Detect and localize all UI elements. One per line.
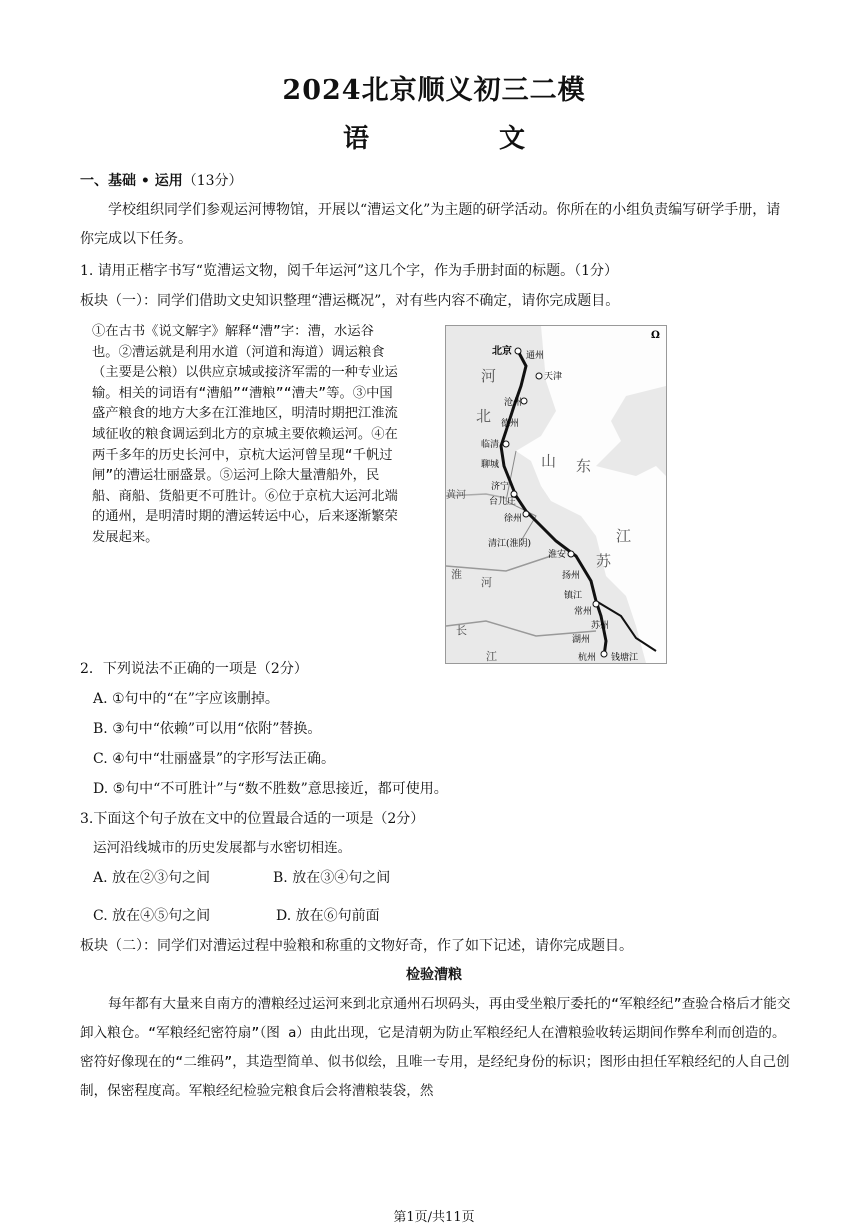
map-city-liaocheng: 聊城: [481, 460, 500, 470]
map-region-jiang: 江: [616, 527, 632, 545]
map-city-changzhou: 常州: [574, 607, 593, 617]
map-city-dezhou: 德州: [501, 419, 520, 429]
map-city-zhenjiang: 镇江: [564, 591, 583, 601]
map-city-cangzhou: 沧州: [504, 398, 523, 408]
map-city-xuzhou: 徐州: [504, 514, 523, 524]
q3-option-a: A. 放在②③句之间: [93, 870, 211, 886]
intro-paragraph: 学校组织同学们参观运河博物馆，开展以“漕运文化”为主题的研学活动。你所在的小组负责编写研学手册，请你完成以下任务。: [80, 202, 781, 247]
map-city-jining: 济宁: [491, 482, 510, 492]
q2-option-a: A. ①句中的“在”字应该删掉。: [93, 691, 279, 707]
article-body: 每年都有大量来自南方的漕粮经过运河来到北京通州石坝码头，再由受坐粮厅委托的“军粮经纪”查验合格后才能交卸入粮仓。“军粮经纪密符扇”（图 a）由此出现，它是清朝为防止军粮经纪人在漕粮验收转运期间作弊牟利而创造的。密符好像现在的“二维码”，其造型简单、似书似绘，且唯一专用，是经纪身份的标识；图形由担任军粮经纪的人自己创制，保密程度高。军粮经纪检验完粮食后会将漕粮装袋，然: [80, 996, 791, 1099]
map-city-linqing: 临清: [481, 440, 500, 450]
map-city-beijing: 北京: [492, 346, 512, 357]
q3-sentence: 运河沿线城市的历史发展都与水密切相连。: [93, 840, 352, 856]
section-points: （13分）: [182, 173, 243, 189]
map-label-jiang: 江: [486, 650, 497, 663]
article-title: 检验漕粮: [406, 967, 462, 983]
block-2-heading: 板块（二）：同学们对漕运过程中验粮和称重的文物好奇，作了如下记述，请你完成题目。: [80, 938, 633, 954]
map-city-huzhou: 湖州: [572, 635, 591, 645]
map-city-taierzhuang: 台儿庄: [489, 497, 517, 507]
map-region-shan: 山: [541, 452, 557, 470]
map-qiantang-river: 钱塘江: [611, 653, 639, 663]
map-label-he: 河: [481, 576, 492, 589]
page-footer: 第1页/共11页: [393, 1210, 475, 1225]
q3-option-c: C. 放在④⑤句之间: [93, 908, 211, 924]
map-region-bei: 北: [476, 407, 492, 425]
map-city-huaian: 淮安: [548, 550, 567, 560]
q2-option-c: C. ④句中“壮丽盛景”的字形写法正确。: [93, 751, 335, 767]
map-label-chang: 长: [456, 624, 467, 637]
section-heading-label: 一、基础 • 运用: [80, 173, 183, 189]
map-city-suzhou: 苏州: [591, 621, 610, 631]
question-2-stem: 2．下列说法不正确的一项是（2分）: [80, 661, 308, 677]
map-region-he: 河: [481, 367, 497, 385]
map-city-tianjin: 天津: [544, 372, 563, 382]
q2-option-d: D. ⑤句中“不可胜计”与“数不胜数”意思接近，都可使用。: [93, 781, 448, 797]
page-title: 2024北京顺义初三二模: [282, 75, 586, 106]
grand-canal-map: [445, 325, 667, 664]
map-city-yangzhou: 扬州: [562, 571, 581, 581]
q3-option-b: B. 放在③④句之间: [273, 870, 391, 886]
question-1: 1. 请用正楷字书写“览漕运文物，阅千年运河”这几个字，作为手册封面的标题。（1分）: [80, 263, 619, 279]
q2-option-b: B. ③句中“依赖”可以用“依附”替换。: [93, 721, 322, 737]
reading-passage: ①在古书《说文解字》解释“漕”字：漕，水运谷也。②漕运就是利用水道（河道和海道）调运粮食（主要是公粮）以供应京城或接济军需的一种专业运输。相关的词语有“漕船”“漕粮”“漕夫”等。③中国盛产粮食的地方大多在江淮地区，明清时期把江淮流域征收的粮食调运到北方的京城主要依赖运河。④在两千多年的历史长河中，京杭大运河曾呈现“千帆过闸”的漕运壮丽盛景。⑤运河上除大量漕船外，民船、商船、货船更不可胜计。⑥位于京杭大运河北端的通州，是明清时期的漕运转运中心，后来逐渐繁荣发展起来。: [92, 324, 398, 545]
map-city-qingjiang: 清江(淮阴): [488, 539, 532, 549]
block-1-heading: 板块（一）：同学们借助文史知识整理“漕运概况”，对有些内容不确定，请你完成题目。: [80, 293, 620, 309]
map-city-hangzhou: 杭州: [578, 653, 597, 663]
north-arrow-icon: Ω: [651, 330, 660, 341]
q3-option-d: D. 放在⑥句前面: [276, 908, 380, 924]
map-yellow-river: 黄河: [446, 490, 466, 501]
subject-title: 语 文: [342, 124, 577, 154]
map-region-dong: 东: [576, 457, 592, 475]
map-city-tongzhou: 通州: [526, 351, 545, 361]
section-heading: [80, 170, 243, 190]
map-label-huai: 淮: [451, 568, 462, 581]
map-region-su: 苏: [596, 552, 612, 570]
question-3-stem: 3.下面这个句子放在文中的位置最合适的一项是（2分）: [80, 811, 425, 827]
